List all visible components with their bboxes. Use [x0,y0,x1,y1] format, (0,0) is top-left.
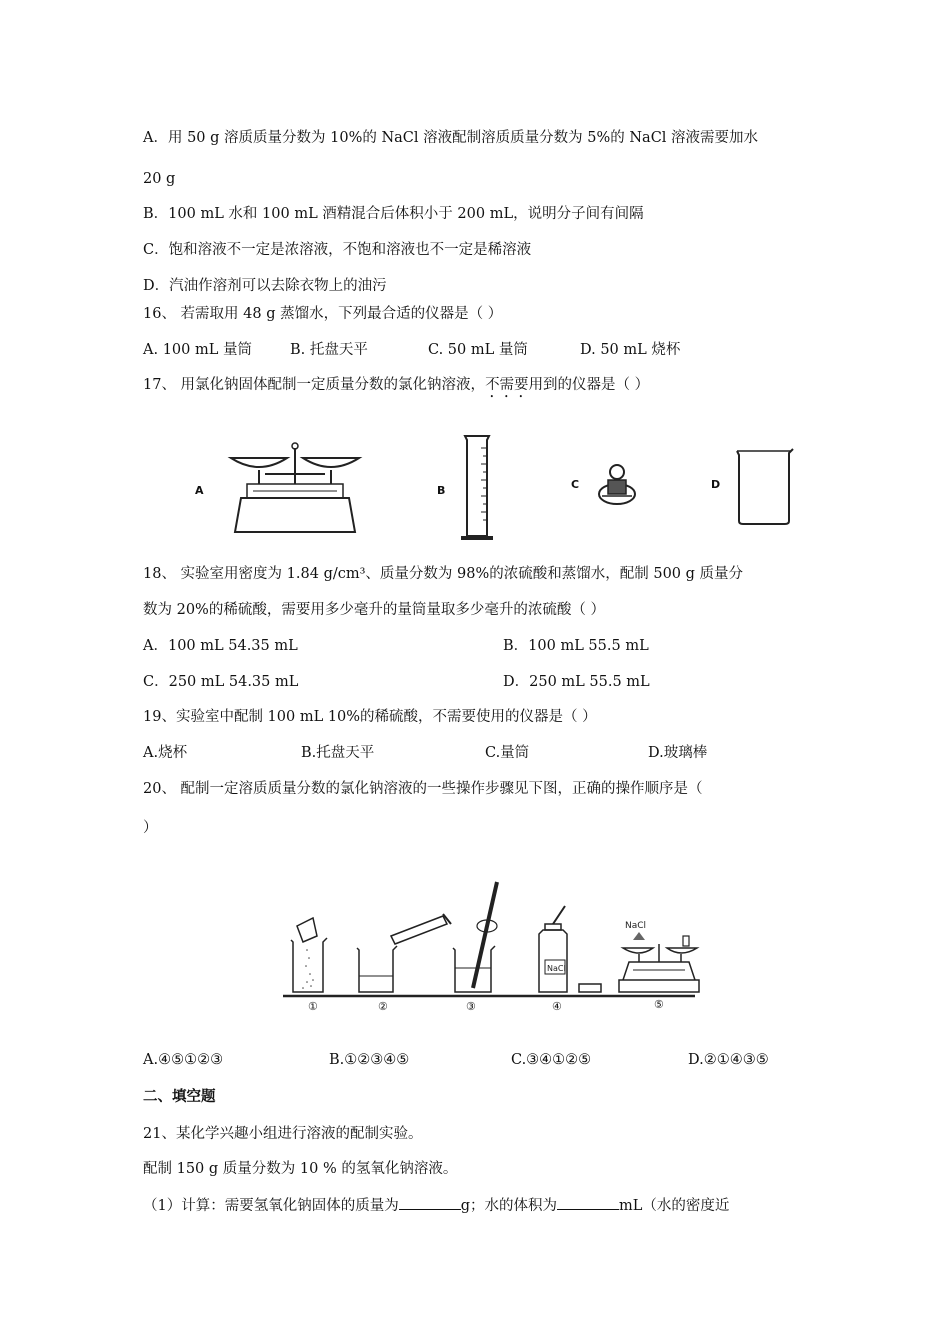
q18-option-d: D．250 mL 55.5 mL [503,674,650,690]
q21-part1-text-a: （1）计算：需要氢氧化钠固体的质量为 [143,1198,399,1214]
balance-nacl-text: NaCl [625,921,647,931]
q17-figure-label-d: D [711,478,721,491]
beaker-figure [733,445,798,527]
step-label-5: ⑤ [654,998,664,1011]
q21-stem: 21、某化学兴趣小组进行溶液的配制实验。 [143,1126,423,1142]
q16-option-b: B. 托盘天平 [290,342,368,358]
q18-option-c: C．250 mL 54.35 mL [143,674,299,690]
q17-figure-label-b: B [437,484,446,497]
section-title-fill-in: 二、填空题 [143,1089,216,1105]
q17-stem-post: 用到的仪器是（ ） [528,377,650,393]
q18-stem-line1: 18、 实验室用密度为 1.84 g/cm³、质量分数为 98%的浓硫酸和蒸馏水，配制 500 g 质量分 [143,566,744,582]
q20-option-b: B.①②③④⑤ [329,1052,410,1068]
q20-stem-line1: 20、 配制一定溶质质量分数的氯化钠溶液的一些操作步骤见下图，正确的操作顺序是（ [143,781,703,797]
q16-option-a: A. 100 mL 量筒 [143,342,252,358]
q17-stem [143,375,649,401]
q21-part1 [143,1195,729,1216]
q20-option-a: A.④⑤①②③ [143,1052,224,1068]
q15-option-d: D．汽油作溶剂可以去除衣物上的油污 [143,278,387,294]
q20-stem-line2: ） [143,820,158,836]
reagent-bottle-figure [592,460,642,510]
q16-option-c: C. 50 mL 量筒 [428,342,528,358]
q18-stem-line2: 数为 20%的稀硫酸，需要用多少毫升的量筒量取多少毫升的浓硫酸（ ） [143,602,605,618]
step-label-1: ① [308,1000,318,1013]
q21-task: 配制 150 g 质量分数为 10 % 的氢氧化钠溶液。 [143,1161,458,1177]
q19-stem: 19、实验室中配制 100 mL 10%的稀硫酸，不需要使用的仪器是（ ） [143,709,597,725]
q21-part1-text-b: g；水的体积为 [460,1198,558,1214]
q20-option-c: C.③④①②⑤ [511,1052,592,1068]
q16-option-d: D. 50 mL 烧杯 [580,342,681,358]
procedure-steps-figure [283,876,703,1001]
q17-stem-emphasis: 不需要 [485,377,529,393]
q16-stem: 16、 若需取用 48 g 蒸馏水，下列最合适的仪器是（ ） [143,306,503,322]
step-label-4: ④ [552,1000,562,1013]
q15-option-a-line2: 20 g [143,171,176,187]
q17-stem-pre: 17、 用氯化钠固体配制一定质量分数的氯化钠溶液， [143,377,486,393]
q15-option-b: B．100 mL 水和 100 mL 酒精混合后体积小于 200 mL，说明分子间有间隔 [143,206,644,222]
q17-figure-label-a: A [195,484,204,497]
q17-figure-label-c: C [571,478,580,491]
q19-option-d: D.玻璃棒 [648,745,708,761]
step-label-3: ③ [466,1000,476,1013]
step-label-2: ② [378,1000,388,1013]
q19-option-a: A.烧杯 [143,745,188,761]
balance-figure [225,440,365,535]
q19-option-b: B.托盘天平 [301,745,375,761]
q21-part1-text-c: mL（水的密度近 [619,1198,730,1214]
graduated-cylinder-figure [455,432,500,542]
q18-option-b: B．100 mL 55.5 mL [503,638,649,654]
q18-option-a: A．100 mL 54.35 mL [143,638,298,654]
answer-blank-naoh-mass[interactable] [399,1195,461,1210]
q15-option-c: C．饱和溶液不一定是浓溶液，不饱和溶液也不一定是稀溶液 [143,242,532,258]
answer-blank-water-volume[interactable] [557,1195,619,1210]
q20-option-d: D.②①④③⑤ [688,1052,769,1068]
q15-option-a-line1: A．用 50 g 溶质质量分数为 10%的 NaCl 溶液配制溶质质量分数为 5%的 NaCl 溶液需要加水 [143,130,759,146]
q19-option-c: C.量筒 [485,745,530,761]
jar-label-text: NaCl [547,964,566,973]
